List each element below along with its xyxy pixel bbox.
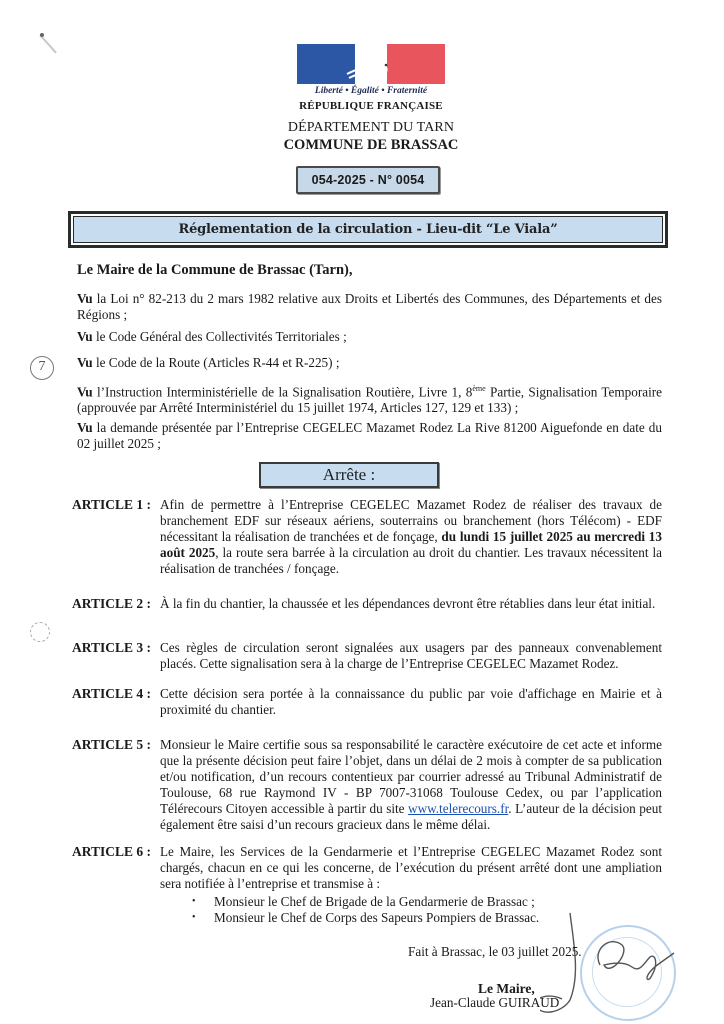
signatory-name: Jean-Claude GUIRAUD	[430, 995, 560, 1010]
article-label: ARTICLE 5 :	[72, 737, 152, 752]
signature-icon	[540, 905, 680, 1020]
article-3	[72, 640, 662, 672]
article-label: ARTICLE 2 :	[72, 596, 152, 611]
article-label: ARTICLE 1 :	[72, 497, 152, 512]
article-body: Ces règles de circulation seront signalées aux usagers par des panneaux convenablement placés. Cette signalisation sera à la charge de l’Entreprise CEGELEC Mazamet Rodez.	[160, 640, 662, 671]
scan-ink-dot	[40, 33, 44, 37]
decree-title: Réglementation de la circulation - Lieu-dit “Le Viala”	[178, 222, 558, 237]
decree-reference-badge	[296, 166, 440, 194]
article-label: ARTICLE 6 :	[72, 844, 152, 859]
signatory-title: Le Maire,	[478, 981, 535, 996]
vu-item-5: Vu la demande présentée par l’Entreprise CEGELEC Mazamet Rodez La Rive 81200 Aiguefonde en date du 02 juillet 2025 ;	[77, 420, 662, 451]
vu-item-2: Vu le Code Général des Collectivités Territoriales ;	[77, 329, 347, 344]
mayor-intro: Le Maire de la Commune de Brassac (Tarn),	[77, 262, 353, 278]
place-and-date: Fait à Brassac, le 03 juillet 2025.	[408, 944, 582, 959]
article-4	[72, 686, 662, 718]
scan-hole-mark	[30, 622, 50, 642]
department-name: DÉPARTEMENT DU TARN	[287, 120, 455, 135]
telerecours-link[interactable]: www.telerecours.fr	[408, 801, 509, 816]
commune-name: COMMUNE DE BRASSAC	[283, 137, 459, 153]
article-body: À la fin du chantier, la chaussée et les dépendances devront être rétablies dans leur état initial.	[160, 596, 656, 611]
arrete-heading: Arrête :	[322, 465, 376, 484]
article-label: ARTICLE 3 :	[72, 640, 152, 655]
article-label: ARTICLE 4 :	[72, 686, 152, 701]
article-body: Le Maire, les Services de la Gendarmerie et l’Entreprise CEGELEC Mazamet Rodez sont chargés, chacun en ce qui les concerne, de l’exécution du présent arrêté dont une ampliation sera notifiée à l’entreprise et transmise à : • Monsieur le Chef de Brigade de la Gendarmerie de Brassac ; • Monsieur le Chef de Corps des Sapeurs Pompiers de Brassac.	[160, 844, 662, 926]
recipient-item: • Monsieur le Chef de Brigade de la Gendarmerie de Brassac ;	[192, 894, 662, 910]
republic-name: RÉPUBLIQUE FRANÇAISE	[299, 100, 443, 112]
scan-pen-mark	[39, 34, 57, 53]
decree-reference: 054-2025 - N° 0054	[311, 173, 425, 187]
article-body: Afin de permettre à l’Entreprise CEGELEC Mazamet Rodez de réaliser des travaux de branchement EDF sur réseaux aériens, souterrains ou branchement (hors Télécom) - EDF nécessitant la réalisation de tranchées et de fonçage, du lundi 15 juillet 2025 au mercredi 13 août 2025, la route sera barrée à la circulation au droit du chantier. Les travaux nécessitent la réalisation de tranchées / fonçage.	[160, 497, 662, 576]
article-1	[72, 497, 662, 577]
margin-annotation-circled: 7	[30, 356, 54, 380]
recipient-item: • Monsieur le Chef de Corps des Sapeurs Pompiers de Brassac.	[192, 910, 662, 926]
vu-item-3: Vu le Code de la Route (Articles R-44 et R-225) ;	[77, 355, 340, 370]
decree-title-box	[68, 211, 668, 248]
vu-item-4: Vu l’Instruction Interministérielle de la Signalisation Routière, Livre 1, 8ème Partie, Signalisation Temporaire (approuvée par Arrêté Interministériel du 15 juillet 1974, Articles 127, 129 et 133) ;	[77, 384, 662, 416]
vu-item-1: Vu la Loi n° 82-213 du 2 mars 1982 relative aux Droits et Libertés des Communes, des Départements et des Régions ;	[77, 291, 662, 322]
republic-motto: Liberté • Égalité • Fraternité	[314, 86, 428, 96]
article-body: Cette décision sera portée à la connaissance du public par voie d'affichage en Mairie et à proximité du chantier.	[160, 686, 662, 717]
marianne-logo	[297, 44, 445, 84]
marianne-profile-icon	[345, 44, 397, 84]
article-5	[72, 737, 662, 833]
article-2	[72, 596, 662, 612]
arrete-heading-box	[259, 462, 439, 488]
article-body: Monsieur le Maire certifie sous sa responsabilité le caractère exécutoire de cet acte et informe que la présente décision peut faire l’objet, dans un délai de 2 mois à compter de sa publication et/ou notification, d’un recours contentieux par courrier adressé au Tribunal Administratif de Toulouse, 68 rue Raymond IV - BP 7007-31068 Toulouse Cedex, ou par l’application Télérecours Citoyen accessible à partir du site www.telerecours.fr. L’auteur de la décision peut également être saisi d’un recours gracieux dans le même délai.	[160, 737, 662, 832]
